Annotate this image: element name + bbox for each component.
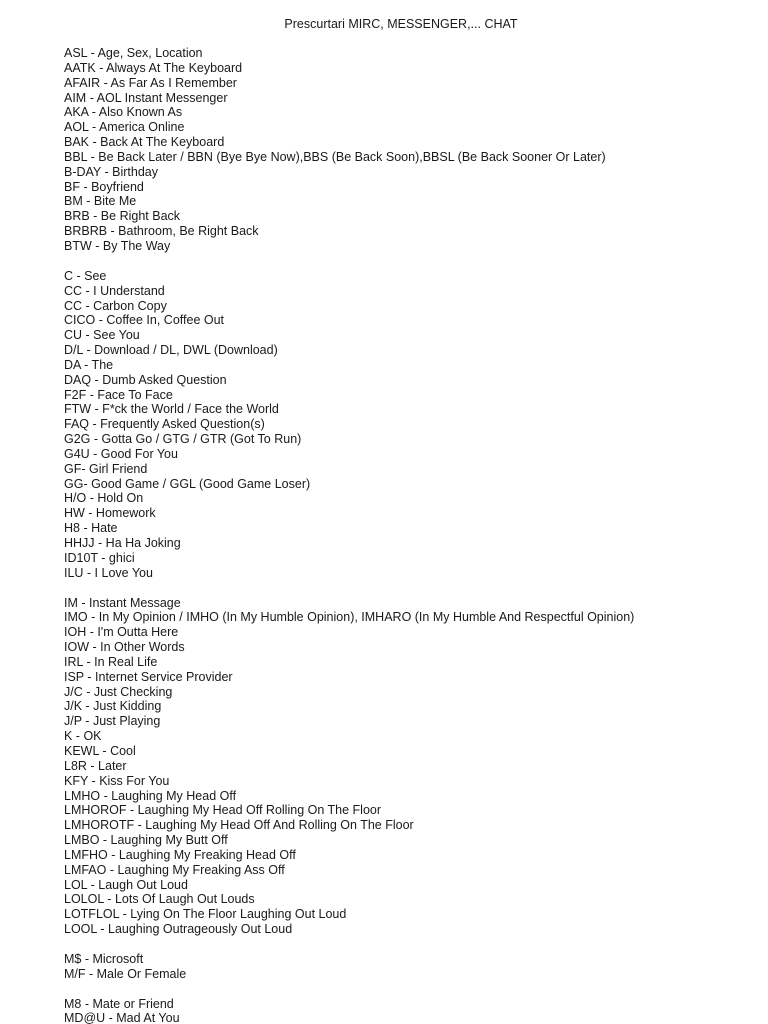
abbreviation-entry: H/O - Hold On [64, 491, 144, 506]
abbreviation-entry: ASL - Age, Sex, Location [64, 46, 203, 60]
abbreviation-entry: C - See [64, 268, 107, 283]
abbreviation-entry: BAK - Back At The Keyboard [64, 135, 225, 150]
abbreviation-entry: G4U - Good For You [64, 446, 178, 461]
abbreviation-entry: AFAIR - As Far As I Remember [64, 75, 237, 90]
abbreviation-entry: IOW - In Other Words [64, 640, 185, 655]
abbreviation-entry: LMBO - Laughing My Butt Off [64, 833, 228, 848]
abbreviation-entry: BM - Bite Me [64, 194, 137, 209]
abbreviation-entry: HHJJ - Ha Ha Joking [64, 536, 181, 550]
abbreviation-entry: LMHOROF - Laughing My Head Off Rolling On The Floor [64, 803, 382, 818]
abbreviation-entry: K - OK [64, 729, 102, 744]
abbreviation-entry: GF- Girl Friend [64, 461, 148, 476]
abbreviation-entry: HW - Homework [64, 506, 156, 521]
abbreviation-entry: LOTFLOL - Lying On The Floor Laughing Out Loud [64, 907, 347, 922]
abbreviation-entry: AKA - Also Known As [64, 105, 183, 120]
abbreviation-entry: B-DAY - Birthday [64, 164, 159, 179]
abbreviation-entry: IMO - In My Opinion / IMHO (In My Humble Opinion), IMHARO (In My Humble And Respectful Opinion) [64, 610, 635, 625]
abbreviation-entry: AATK - Always At The Keyboard [64, 60, 243, 75]
abbreviation-entry: CC - Carbon Copy [64, 298, 167, 313]
abbreviation-entry: CICO - Coffee In, Coffee Out [64, 313, 225, 328]
abbreviation-entry: CC - I Understand [64, 283, 165, 298]
abbreviation-entry: DAQ - Dumb Asked Question [64, 372, 227, 387]
abbreviation-entry: LMFAO - Laughing My Freaking Ass Off [64, 862, 285, 877]
abbreviation-entry: LOL - Laugh Out Loud [64, 877, 188, 892]
abbreviation-entry: D/L - Download / DL, DWL (Download) [64, 343, 278, 358]
document-title: Prescurtari MIRC, MESSENGER,... CHAT [284, 17, 518, 31]
abbreviation-entry: ID10T - ghici [64, 550, 135, 565]
abbreviation-entry: GG- Good Game / GGL (Good Game Loser) [64, 476, 311, 491]
abbreviation-entry: MD@U - Mad At You [64, 1011, 180, 1024]
abbreviation-group [64, 952, 764, 982]
abbreviation-entry: LOLOL - Lots Of Laugh Out Louds [64, 892, 255, 907]
abbreviation-entry: H8 - Hate [64, 521, 118, 536]
abbreviation-entry: BRB - Be Right Back [64, 209, 181, 224]
abbreviation-entry: AOL - America Online [64, 120, 185, 135]
abbreviation-entry: BTW - By The Way [64, 238, 171, 253]
abbreviation-group [64, 997, 764, 1024]
abbreviation-entry: LMHO - Laughing My Head Off [64, 788, 237, 803]
abbreviation-entry: AIM - AOL Instant Messenger [64, 90, 228, 105]
abbreviation-entry: DA - The [64, 357, 114, 372]
abbreviation-entry: BBL - Be Back Later / BBN (Bye Bye Now),BBS (Be Back Soon),BBSL (Be Back Sooner Or Later) [64, 149, 606, 164]
abbreviation-entry: KFY - Kiss For You [64, 773, 170, 788]
abbreviation-group [64, 596, 764, 937]
abbreviation-entry: G2G - Gotta Go / GTG / GTR (Got To Run) [64, 432, 302, 447]
abbreviation-group [64, 269, 764, 581]
abbreviation-entry: J/C - Just Checking [64, 684, 173, 699]
abbreviation-entry: M8 - Mate or Friend [64, 996, 174, 1011]
abbreviation-entry: L8R - Later [64, 758, 127, 773]
abbreviation-entry: BRBRB - Bathroom, Be Right Back [64, 224, 259, 239]
abbreviation-entry: LMHOROTF - Laughing My Head Off And Rolling On The Floor [64, 818, 414, 833]
abbreviation-entry: IOH - I'm Outta Here [64, 625, 179, 640]
abbreviation-entry: ISP - Internet Service Provider [64, 669, 233, 684]
abbreviation-entry: FAQ - Frequently Asked Question(s) [64, 417, 265, 432]
abbreviation-entry: FTW - F*ck the World / Face the World [64, 402, 279, 417]
abbreviation-entry: LMFHO - Laughing My Freaking Head Off [64, 847, 296, 862]
abbreviation-entry: CU - See You [64, 328, 140, 343]
abbreviation-entry: IRL - In Real Life [64, 654, 158, 669]
abbreviation-entry: IM - Instant Message [64, 595, 181, 610]
abbreviation-entry: BF - Boyfriend [64, 179, 144, 194]
abbreviation-entry: LOOL - Laughing Outrageously Out Loud [64, 922, 293, 937]
abbreviation-entry: F2F - Face To Face [64, 387, 173, 402]
abbreviation-entry: M$ - Microsoft [64, 951, 144, 966]
abbreviation-entry: M/F - Male Or Female [64, 966, 187, 981]
abbreviation-entry: J/K - Just Kidding [64, 699, 162, 714]
abbreviation-entry: KEWL - Cool [64, 743, 136, 758]
abbreviation-entry: ILU - I Love You [64, 565, 153, 580]
abbreviation-group [64, 46, 764, 254]
abbreviation-entry: J/P - Just Playing [64, 714, 161, 729]
abbreviation-list [64, 46, 764, 1024]
